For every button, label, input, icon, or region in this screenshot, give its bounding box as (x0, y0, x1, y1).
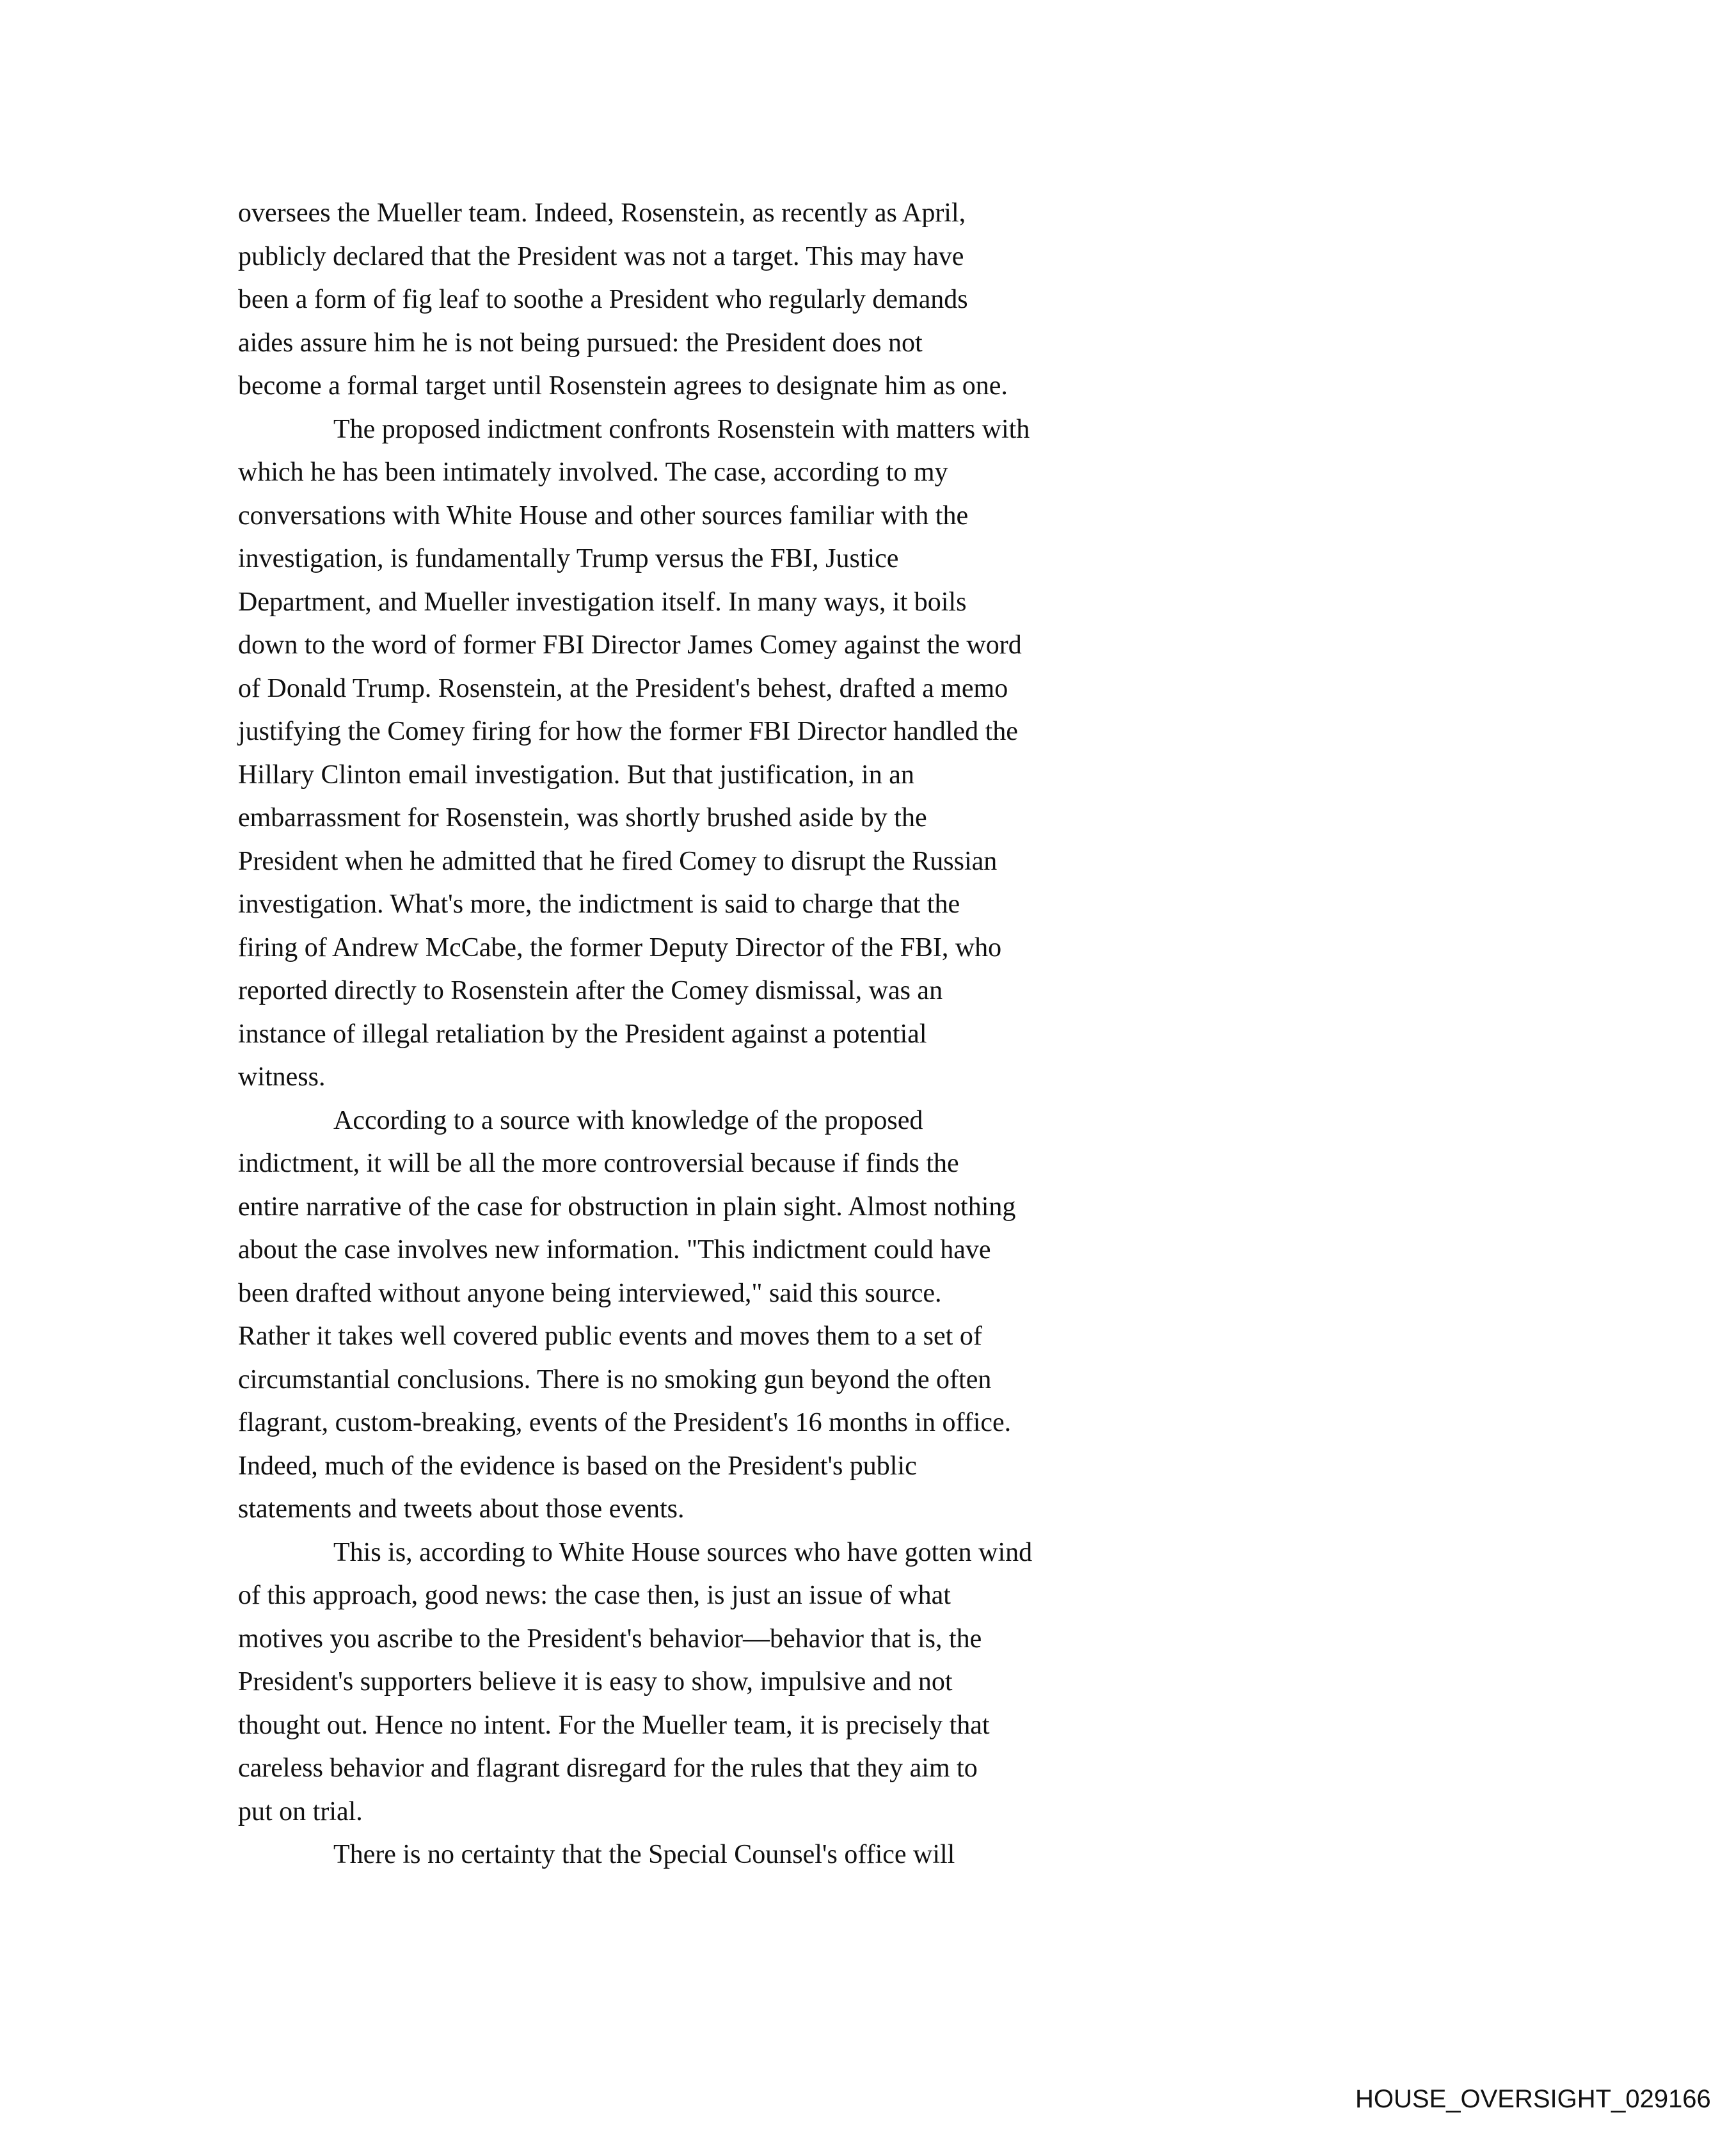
text-line: down to the word of former FBI Director James Comey against the word (238, 630, 1022, 660)
text-line: oversees the Mueller team. Indeed, Rosenstein, as recently as April, (238, 198, 966, 228)
text-line: indictment, it will be all the more controversial because if finds the (238, 1149, 959, 1178)
text-line: justifying the Comey firing for how the former FBI Director handled the (238, 717, 1018, 746)
text-line: Rather it takes well covered public events and moves them to a set of (238, 1322, 982, 1351)
text-line: reported directly to Rosenstein after the Comey dismissal, was an (238, 976, 943, 1005)
text-line: which he has been intimately involved. The case, according to my (238, 458, 948, 487)
bates-number: HOUSE_OVERSIGHT_029166 (1355, 2085, 1711, 2113)
text-line: careless behavior and flagrant disregard for the rules that they aim to (238, 1753, 978, 1783)
text-line: President when he admitted that he fired Comey to disrupt the Russian (238, 846, 998, 876)
text-line: thought out. Hence no intent. For the Mueller team, it is precisely that (238, 1710, 990, 1740)
text-line: publicly declared that the President was not a target. This may have (238, 241, 964, 271)
text-line: conversations with White House and other sources familiar with the (238, 500, 969, 531)
text-line: become a formal target until Rosenstein agrees to designate him as one. (238, 371, 1008, 401)
text-line: embarrassment for Rosenstein, was shortly brushed aside by the (238, 803, 927, 833)
text-line: entire narrative of the case for obstruction in plain sight. Almost nothing (238, 1192, 1016, 1222)
text-line: firing of Andrew McCabe, the former Deputy Director of the FBI, who (238, 932, 1002, 962)
text-line: Hillary Clinton email investigation. But that justification, in an (238, 760, 914, 790)
text-line: been drafted without anyone being interviewed," said this source. (238, 1278, 942, 1308)
text-line: witness. (238, 1062, 326, 1092)
text-line: of Donald Trump. Rosenstein, at the President's behest, drafted a memo (238, 673, 1008, 703)
text-line: instance of illegal retaliation by the President against a potential (238, 1019, 927, 1049)
text-line: aides assure him he is not being pursued: the President does not (238, 328, 923, 358)
text-line: put on trial. (238, 1796, 363, 1826)
paragraph-first-line: The proposed indictment confronts Rosenstein with matters with (333, 414, 1030, 444)
text-line: Department, and Mueller investigation itself. In many ways, it boils (238, 587, 967, 617)
text-line: circumstantial conclusions. There is no smoking gun beyond the often (238, 1364, 992, 1394)
text-line: flagrant, custom-breaking, events of the President's 16 months in office. (238, 1408, 1012, 1437)
text-line: motives you ascribe to the President's behavior—behavior that is, the (238, 1624, 982, 1654)
text-line: investigation, is fundamentally Trump versus the FBI, Justice (238, 544, 899, 573)
paragraph-first-line: There is no certainty that the Special Counsel's office will (333, 1840, 955, 1869)
text-line: Indeed, much of the evidence is based on the President's public (238, 1451, 917, 1481)
text-line: statements and tweets about those events. (238, 1494, 685, 1524)
text-line: of this approach, good news: the case then, is just an issue of what (238, 1581, 951, 1610)
text-line: been a form of fig leaf to soothe a President who regularly demands (238, 285, 968, 314)
text-line: investigation. What's more, the indictment is said to charge that the (238, 890, 960, 919)
paragraph-first-line: According to a source with knowledge of the proposed (333, 1105, 923, 1135)
text-line: President's supporters believe it is easy to show, impulsive and not (238, 1667, 953, 1697)
text-line: about the case involves new information. "This indictment could have (238, 1235, 991, 1265)
paragraph-first-line: This is, according to White House sources who have gotten wind (333, 1537, 1033, 1567)
